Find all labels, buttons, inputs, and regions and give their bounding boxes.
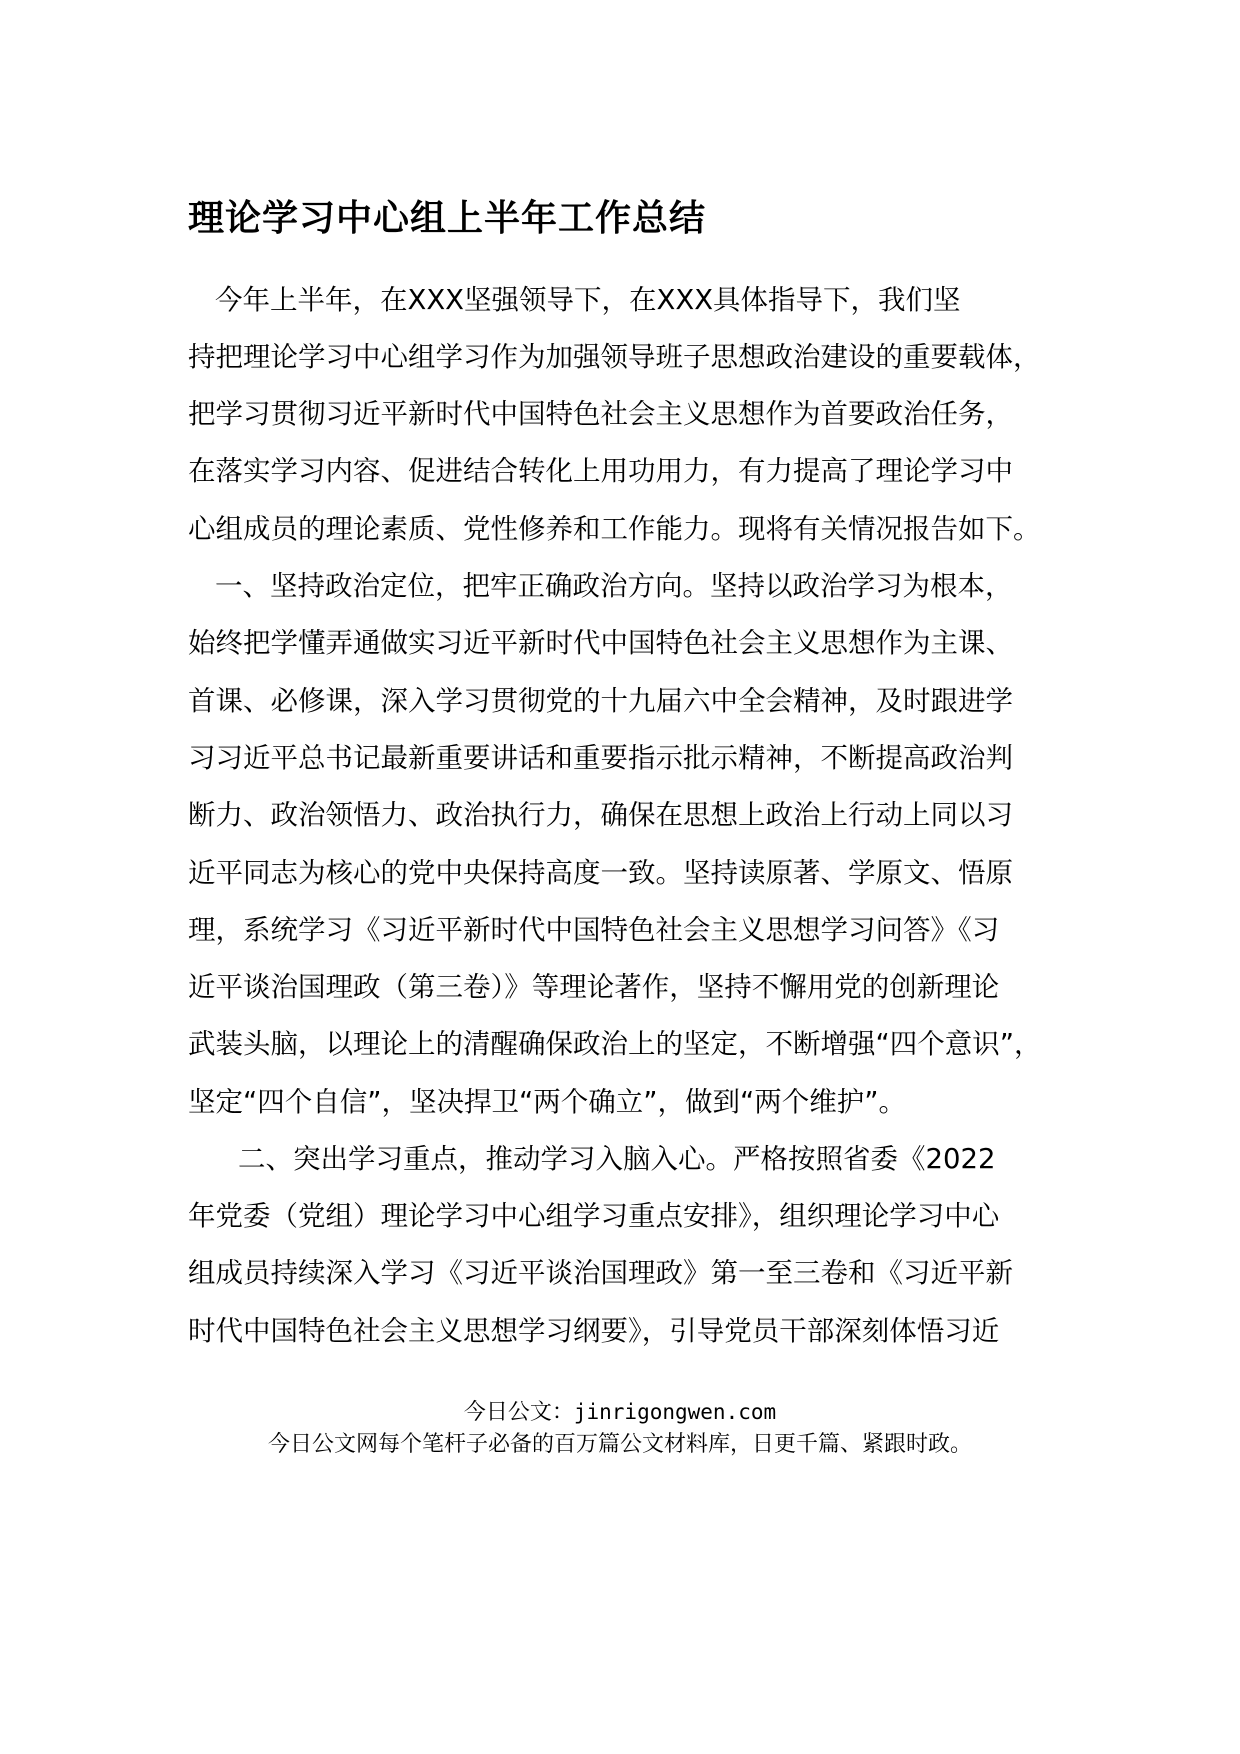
body-line: 持把理论学习中心组学习作为加强领导班子思想政治建设的重要载体， [188,341,1041,373]
body-line: 始终把学懂弄通做实习近平新时代中国特色社会主义思想作为主课、 [188,627,1013,659]
body-line: 断力、政治领悟力、政治执行力，确保在思想上政治上行动上同以习 [188,799,1013,831]
body-line: 时代中国特色社会主义思想学习纲要》，引导党员干部深刻体悟习近 [188,1315,1000,1347]
body-line: 近平同志为核心的党中央保持高度一致。坚持读原著、学原文、悟原 [188,857,1013,889]
footer-slogan: 今日公文网每个笔杆子必备的百万篇公文材料库，日更千篇、紧跟时政。 [267,1432,972,1457]
body-line: 二、突出学习重点，推动学习入脑入心。严格按照省委《2022 [238,1143,996,1175]
footer-site-label: 今日公文： [463,1400,574,1425]
body-line: 把学习贯彻习近平新时代中国特色社会主义思想作为首要政治任务， [188,398,1013,430]
body-line: 年党委（党组）理论学习中心组学习重点安排》，组织理论学习中心 [188,1200,1000,1232]
body-line: 组成员持续深入学习《习近平谈治国理政》第一至三卷和《习近平新 [188,1257,1013,1289]
body-line: 近平谈治国理政（第三卷）》等理论著作，坚持不懈用党的创新理论 [188,971,1000,1003]
body-line: 今年上半年，在XXX坚强领导下，在XXX具体指导下，我们坚 [215,284,961,316]
footer-site-link[interactable]: jinrigongwen.com [573,1400,777,1424]
body-line: 在落实学习内容、促进结合转化上用功用力，有力提高了理论学习中 [188,455,1013,487]
body-line: 首课、必修课，深入学习贯彻党的十九届六中全会精神，及时跟进学 [188,685,1013,717]
body-line: 坚定“四个自信”，坚决捍卫“两个确立”，做到“两个维护”。 [188,1086,906,1118]
body-line: 心组成员的理论素质、党性修养和工作能力。现将有关情况报告如下。 [188,513,1041,545]
footer-site [0,1395,1240,1426]
body-line: 理，系统学习《习近平新时代中国特色社会主义思想学习问答》《习 [188,914,1000,946]
document-title: 理论学习中心组上半年工作总结 [188,198,707,239]
body-line: 一、坚持政治定位，把牢正确政治方向。坚持以政治学习为根本， [215,570,1013,602]
body-line: 武装头脑，以理论上的清醒确保政治上的坚定，不断增强“四个意识”， [188,1028,1042,1060]
body-line: 习习近平总书记最新重要讲话和重要指示批示精神，不断提高政治判 [188,742,1013,774]
